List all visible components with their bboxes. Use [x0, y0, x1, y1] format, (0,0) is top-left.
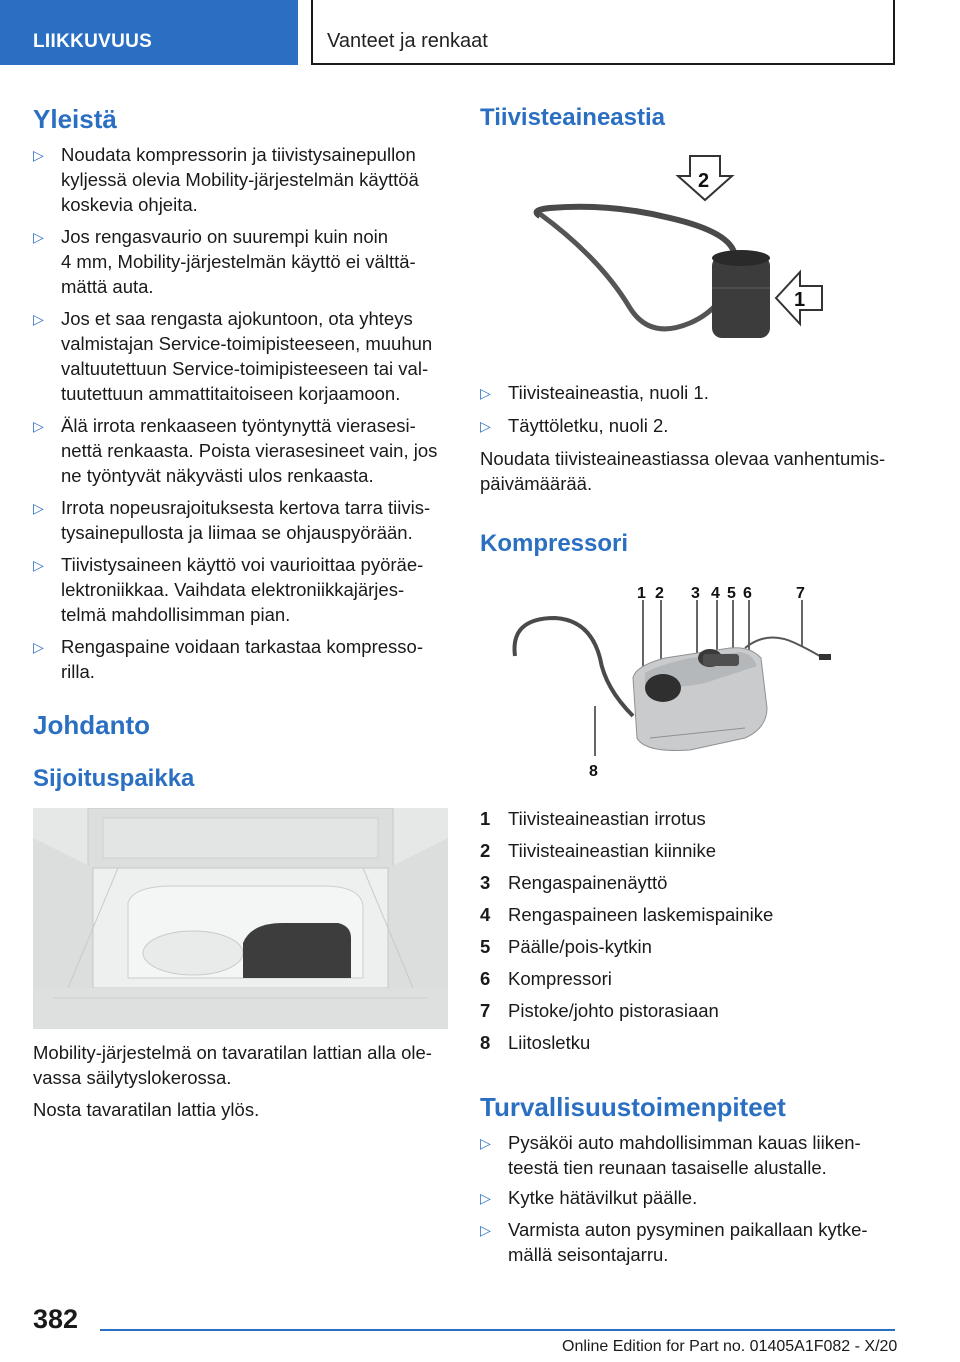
- topic-tab: [311, 0, 895, 65]
- item-number: 7: [480, 1000, 491, 1021]
- item-number: 2: [480, 840, 491, 861]
- item-label: Kompressori: [508, 968, 612, 989]
- bullet-line: 4 mm, Mobility-järjestelmän käyttö ei välttä-: [61, 251, 416, 272]
- bullet-line: Tiivisteaineastia, nuoli 1.: [508, 382, 709, 403]
- bullet-item: [480, 1217, 895, 1267]
- compressor-label: 8: [589, 763, 598, 780]
- bullet-item: [480, 380, 895, 405]
- bullet-triangle-icon: ▷: [33, 229, 44, 245]
- bullet-line: Jos et saa rengasta ajokuntoon, ota yhteys: [61, 308, 413, 329]
- bullet-item: [33, 413, 448, 488]
- paragraph-line: päivämäärää.: [480, 473, 593, 494]
- parts-list-item: [480, 806, 895, 831]
- bullet-line: telmä mahdollisimman pian.: [61, 604, 291, 625]
- bullet-line: valmistajan Service-toimipisteeseen, muuhun: [61, 333, 433, 354]
- bullet-item: [33, 142, 448, 217]
- parts-list-item: [480, 934, 895, 959]
- bullet-triangle-icon: ▷: [480, 418, 491, 434]
- bullet-line: tuutettuun ammattitaitoiseen korjaamoon.: [61, 383, 401, 404]
- paragraph-line: vassa säilytyslokerossa.: [33, 1067, 232, 1088]
- parts-list-item: [480, 966, 895, 991]
- bullet-line: Kytke hätävilkut päälle.: [508, 1187, 698, 1208]
- bullet-item: [33, 306, 448, 406]
- bullet-triangle-icon: ▷: [480, 1222, 491, 1238]
- bullet-line: rilla.: [61, 661, 95, 682]
- bullet-line: koskevia ohjeita.: [61, 194, 198, 215]
- bullet-line: Rengaspaine voidaan tarkastaa kompresso-: [61, 636, 423, 657]
- item-number: 5: [480, 936, 491, 957]
- item-label: Tiivisteaineastian kiinnike: [508, 840, 717, 861]
- heading-johdanto: Johdanto: [33, 710, 150, 740]
- page-number: 382: [33, 1304, 79, 1334]
- parts-list-item: [480, 870, 895, 895]
- bullet-line: ne työntyvät näkyvästi ulos renkaasta.: [61, 465, 374, 486]
- bullet-line: mättä auta.: [61, 276, 154, 297]
- compressor-label: 2: [655, 585, 664, 602]
- bullet-line: mällä seisontajarru.: [508, 1244, 669, 1265]
- bullet-line: nettä renkaasta. Poista vierasesineet vain, jos: [61, 440, 438, 461]
- compressor-figure: [505, 578, 835, 783]
- bullet-item: [33, 495, 448, 545]
- item-number: 6: [480, 968, 491, 989]
- bullet-item: [33, 634, 448, 684]
- bullet-line: Varmista auton pysyminen paikallaan kytke-: [508, 1219, 868, 1240]
- bullet-line: Jos rengasvaurio on suurempi kuin noin: [61, 226, 389, 247]
- bullet-line: Täyttöletku, nuoli 2.: [508, 415, 669, 436]
- figure-label-1: 1: [794, 289, 806, 311]
- item-label: Rengaspaineen laskemispainike: [508, 904, 774, 925]
- trunk-storage-image: [33, 808, 448, 1029]
- footer-edition: Online Edition for Part no. 01405A1F082 - X/20: [562, 1338, 898, 1355]
- bullet-item: [480, 1130, 895, 1180]
- item-number: 3: [480, 872, 491, 893]
- bullet-line: Tiivistysaineen käyttö voi vaurioittaa pyöräe-: [61, 554, 424, 575]
- compressor-label: 5: [727, 585, 736, 602]
- item-label: Pistoke/johto pistorasiaan: [508, 1000, 719, 1021]
- item-number: 1: [480, 808, 491, 829]
- item-label: Rengaspainenäyttö: [508, 872, 668, 893]
- heading-kompressori: Kompressori: [480, 530, 629, 557]
- item-label: Tiivisteaineastian irrotus: [508, 808, 706, 829]
- compressor-label: 6: [743, 585, 752, 602]
- compressor-label: 3: [691, 585, 700, 602]
- bullet-item: [480, 1185, 895, 1210]
- heading-sijoituspaikka: Sijoituspaikka: [33, 765, 195, 792]
- bullet-item: [480, 413, 895, 438]
- heading-tiivisteaineastia: Tiivisteaineastia: [480, 104, 665, 131]
- bullet-triangle-icon: ▷: [33, 311, 44, 327]
- parts-list-item: [480, 902, 895, 927]
- bullet-triangle-icon: ▷: [33, 418, 44, 434]
- bullet-item: [33, 224, 448, 299]
- item-number: 8: [480, 1032, 491, 1053]
- bullet-triangle-icon: ▷: [33, 500, 44, 516]
- compressor-label: 4: [711, 585, 720, 602]
- parts-list-item: [480, 838, 895, 863]
- section-tab: [0, 0, 298, 65]
- bullet-triangle-icon: ▷: [33, 639, 44, 655]
- paragraph-line: Noudata tiivisteaineastiassa olevaa vanhentumis-: [480, 448, 886, 469]
- bullet-triangle-icon: ▷: [33, 557, 44, 573]
- bullet-line: tysainepullosta ja liimaa se ohjauspyörään.: [61, 522, 413, 543]
- bullet-line: valtuutettuun Service-toimipisteeseen tai val-: [61, 358, 429, 379]
- heading-turvallisuustoimenpiteet: Turvallisuustoimenpiteet: [480, 1092, 786, 1122]
- topic-title: Vanteet ja renkaat: [327, 30, 488, 52]
- bullet-line: lektroniikkaa. Vaihdata elektroniikkajärjes-: [61, 579, 405, 600]
- expiry-paragraph: [480, 446, 895, 496]
- bullet-line: Noudata kompressorin ja tiivistysainepullon: [61, 144, 416, 165]
- parts-list-item: [480, 1030, 895, 1055]
- paragraph-line: Mobility-järjestelmä on tavaratilan lattian alla ole-: [33, 1042, 432, 1063]
- sealant-container-figure: [520, 148, 840, 348]
- bullet-triangle-icon: ▷: [480, 1190, 491, 1206]
- bullet-line: Älä irrota renkaaseen työntynyttä vierasesi-: [61, 415, 416, 436]
- bullet-item: [33, 552, 448, 627]
- item-number: 4: [480, 904, 491, 925]
- lift-floor-paragraph: Nosta tavaratilan lattia ylös.: [33, 1099, 260, 1120]
- item-label: Päälle/pois-kytkin: [508, 936, 652, 957]
- footer-divider: [100, 1329, 895, 1331]
- bullet-line: teestä tien reunaan tasaiselle alustalle.: [508, 1157, 827, 1178]
- parts-list-item: [480, 998, 895, 1023]
- bullet-line: Pysäköi auto mahdollisimman kauas liiken-: [508, 1132, 861, 1153]
- bullet-line: Irrota nopeusrajoituksesta kertova tarra tiivis-: [61, 497, 431, 518]
- figure-label-2: 2: [698, 170, 710, 192]
- section-title: LIIKKUVUUS: [33, 31, 153, 52]
- bullet-triangle-icon: ▷: [33, 147, 44, 163]
- compressor-label: 7: [796, 585, 805, 602]
- item-label: Liitosletku: [508, 1032, 591, 1053]
- compressor-label: 1: [637, 585, 646, 602]
- location-paragraph: [33, 1040, 448, 1090]
- trunk-storage-illustration: [33, 808, 448, 1029]
- bullet-triangle-icon: ▷: [480, 385, 491, 401]
- bullet-triangle-icon: ▷: [480, 1135, 491, 1151]
- heading-yleista: Yleistä: [33, 104, 117, 134]
- bullet-line: kyljessä olevia Mobility-järjestelmän käyttöä: [61, 169, 419, 190]
